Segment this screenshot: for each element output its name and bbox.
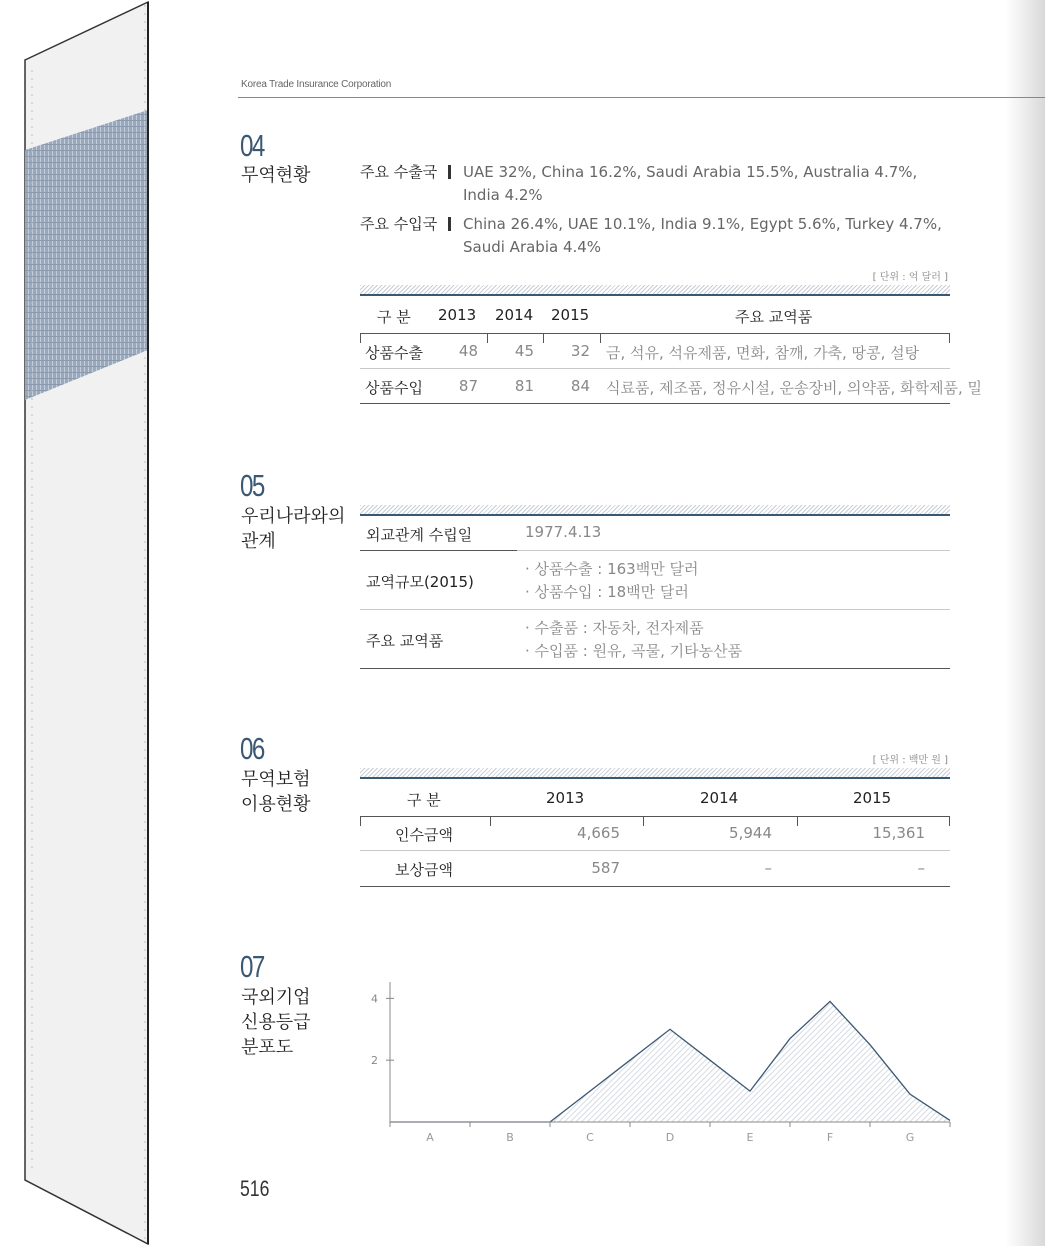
table-header: 2013 xyxy=(546,789,585,807)
export-value: UAE 32%, China 16.2%, Saudi Arabia 15.5%, Australia 4.7%, India 4.2% xyxy=(463,163,918,204)
table-cell: 15,361 xyxy=(872,824,925,842)
section-05-number: 05 xyxy=(240,468,264,503)
table-header: 2015 xyxy=(551,306,590,324)
export-label: 주요 수출국 xyxy=(360,163,438,181)
table-cell: 84 xyxy=(570,377,590,395)
table-cell: 587 xyxy=(591,859,620,877)
section-06-title-line2: 이용현황 xyxy=(241,794,311,815)
table-row-label: 상품수출 xyxy=(365,344,423,362)
info-value: 1977.4.13 xyxy=(525,523,602,541)
table-header: 2014 xyxy=(700,789,739,807)
info-label: 주요 교역품 xyxy=(366,632,444,650)
area-fill xyxy=(390,1001,950,1122)
unit-note-06: [ 단위 : 백만 원 ] xyxy=(872,755,948,766)
info-value: · 상품수출 : 163백만 달러 xyxy=(525,560,699,578)
section-07-number: 07 xyxy=(240,949,264,984)
section-07-title-line2: 신용등급 xyxy=(241,1012,311,1033)
table-cell: 5,944 xyxy=(729,824,772,842)
table-cell: 81 xyxy=(514,377,534,395)
x-tick-label: B xyxy=(506,1131,514,1144)
table-header: 2014 xyxy=(495,306,534,324)
x-tick-label: G xyxy=(905,1131,915,1144)
table-cell: 32 xyxy=(570,342,590,360)
section-06-title-line1: 무역보험 xyxy=(241,769,311,790)
y-tick-label: 4 xyxy=(371,992,378,1006)
table-cell: 45 xyxy=(514,342,534,360)
running-head: Korea Trade Insurance Corporation xyxy=(241,79,392,90)
table-cell: – xyxy=(917,859,925,877)
table-header: 2013 xyxy=(438,306,477,324)
section-07-title-line3: 분포도 xyxy=(241,1037,294,1058)
section-06-number: 06 xyxy=(240,731,264,766)
table-cell: 금, 석유, 석유제품, 면화, 참깨, 가축, 땅콩, 설탕 xyxy=(606,344,920,362)
x-tick-label: D xyxy=(665,1131,675,1144)
table-cell: 87 xyxy=(458,377,478,395)
table-cell: 48 xyxy=(458,342,478,360)
info-label: 교역규모(2015) xyxy=(366,573,474,591)
table-header: 2015 xyxy=(853,789,892,807)
table-header: 구 분 xyxy=(407,791,441,809)
info-value: · 수출품 : 자동차, 전자제품 xyxy=(525,619,704,637)
table-row-label: 인수금액 xyxy=(395,826,453,844)
import-value: China 26.4%, UAE 10.1%, India 9.1%, Egypt 5.6%, Turkey 4.7%, Saudi Arabia 4.4% xyxy=(463,215,942,256)
table-header: 주요 교역품 xyxy=(735,308,813,326)
x-tick-label: A xyxy=(426,1131,434,1144)
import-label: 주요 수입국 xyxy=(360,215,438,233)
table-cell: 식료품, 제조품, 정유시설, 운송장비, 의약품, 화학제품, 밀 xyxy=(606,379,982,397)
x-tick-label: C xyxy=(586,1131,594,1144)
info-label: 외교관계 수립일 xyxy=(366,526,473,544)
section-07-title-line1: 국외기업 xyxy=(241,987,311,1008)
section-05-title-line1: 우리나라와의 xyxy=(241,506,346,527)
y-tick-label: 2 xyxy=(371,1054,378,1068)
x-tick-label: E xyxy=(746,1131,754,1144)
section-04-title: 무역현황 xyxy=(241,165,311,186)
page-number: 516 xyxy=(240,1176,270,1201)
x-tick-label: F xyxy=(826,1131,834,1144)
section-05-title-line2: 관계 xyxy=(241,531,276,552)
table-cell: – xyxy=(764,859,772,877)
table-row-label: 보상금액 xyxy=(395,861,453,879)
table-header: 구 분 xyxy=(377,308,411,326)
table-cell: 4,665 xyxy=(577,824,620,842)
section-04-number: 04 xyxy=(240,128,264,163)
unit-note-04: [ 단위 : 억 달러 ] xyxy=(872,272,948,283)
table-row-label: 상품수입 xyxy=(365,379,423,397)
info-value: · 수입품 : 원유, 곡물, 기타농산품 xyxy=(525,642,743,660)
info-value: · 상품수입 : 18백만 달러 xyxy=(525,583,689,601)
